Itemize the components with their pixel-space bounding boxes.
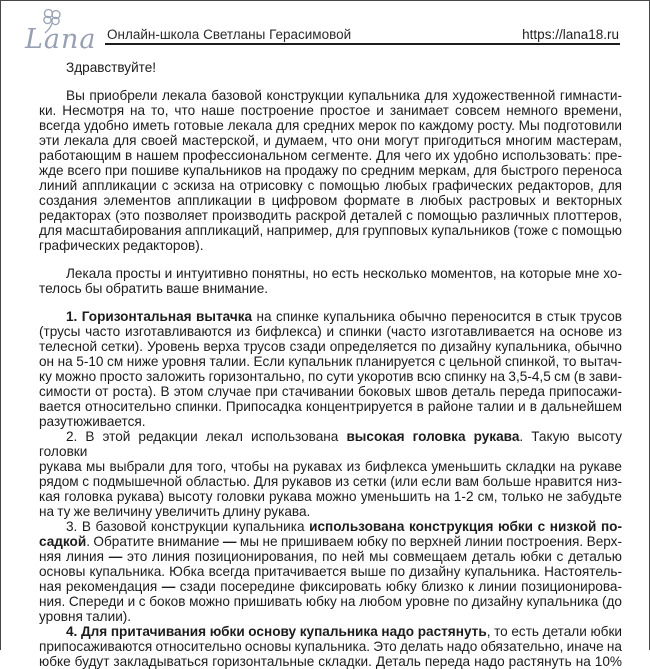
text-line xyxy=(39,281,622,296)
text-run: мы не пришиваем юбку по верхней линии построения. Верх- xyxy=(236,534,622,549)
logo-text: Lana xyxy=(25,24,97,55)
text-run: графических редакторов). xyxy=(39,238,204,253)
text-run: разутюживается. xyxy=(39,414,146,429)
text-run: редакторах (это позволяет производить раскрой деталей с помощью различных плоттеров, xyxy=(39,208,622,223)
text-run: ная рекомендация xyxy=(39,579,162,594)
text-run: жде всего при пошиве купальников на продажу по средним меркам, для быстрого переноса xyxy=(39,163,622,178)
text-line xyxy=(39,238,622,253)
document-body xyxy=(39,60,622,669)
text-run: , то есть детали юбки xyxy=(486,624,622,639)
text-run: рукава мы выбрали для того, чтобы на рукавах из бифлекса уменьшить складки на рукаве xyxy=(39,459,622,474)
text-line xyxy=(39,88,622,103)
text-run: припосаживаются относительно основы купальника. Это делать надо обязательно, иначе на xyxy=(39,639,622,654)
bold-text-run: 4. Для притачивания юбки основу купальника надо растянуть xyxy=(66,624,487,639)
text-run: симости от роста). В этом случае при стачивании боковых швов деталь переда припосажи- xyxy=(39,384,622,399)
text-line xyxy=(39,324,622,339)
text-run: телесной сетки). Уровень верха трусов сзади определяется по дизайну купальника, обычно xyxy=(39,339,622,354)
text-line xyxy=(39,519,622,534)
paragraph xyxy=(39,429,622,519)
header-divider xyxy=(105,43,620,45)
text-run: создания элементов аппликации в цифровом формате в любых растровых и векторных xyxy=(39,193,622,208)
text-line xyxy=(39,429,622,459)
text-line xyxy=(39,223,622,238)
paragraph xyxy=(39,266,622,296)
text-line xyxy=(39,103,622,118)
paragraph xyxy=(39,624,622,669)
text-line xyxy=(39,504,622,519)
text-run: работающим в нашем профессиональном сегменте. Для чего их удобно использовать: пре- xyxy=(39,148,622,163)
text-line xyxy=(39,339,622,354)
text-run: Лекала просты и интуитивно понятны, но есть несколько моментов, на которые мне хо- xyxy=(66,266,622,281)
text-run: основы купальника. Юбка всегда притачивается выше по дизайну купальника. Настоятель- xyxy=(39,564,622,579)
text-line xyxy=(39,474,622,489)
text-line xyxy=(39,193,622,208)
text-run: ку можно просто заложить горизонтально, по сути укоротив всю спинку на 3,5-4,5 см (в зави- xyxy=(39,369,622,384)
text-run: ки. Несмотря на то, что наше построение простое и занимает совсем немного времени, xyxy=(39,103,622,118)
text-run: кая головка рукава) высоту головки рукава можно уменьшить на 1-2 см, только не забудьте xyxy=(39,489,622,504)
text-line xyxy=(39,208,622,223)
text-line xyxy=(39,564,622,579)
text-run: 2. В этой редакции лекал использована xyxy=(66,429,347,444)
text-run: это линия позиционирования, по ней мы совмещаем деталь юбки с деталью xyxy=(122,549,622,564)
bold-text-run: использована конструкция юбки с низкой по- xyxy=(309,519,622,534)
text-line xyxy=(39,579,622,594)
text-run: няя линия xyxy=(39,549,109,564)
text-line xyxy=(39,414,622,429)
text-run: ния. Спереди и с боков можно пришивать юбку на любом уровне по дизайну купальника (до xyxy=(39,594,622,609)
text-run: на спинке купальника обычно переносится в стык трусов xyxy=(252,309,623,324)
text-run: рядом с подмышечной областью. Для рукавов из сетки (или если вам больше нравится низ- xyxy=(39,474,622,489)
text-run: всегда удобно иметь готовые лекала для средних мерок по каждому росту. Мы подготовили xyxy=(39,118,622,133)
text-run: Здравствуйте! xyxy=(66,60,157,75)
text-line xyxy=(39,399,622,414)
text-line xyxy=(39,133,622,148)
bold-text-run: высокая головка рукава xyxy=(346,429,520,444)
text-run: 3. В базовой конструкции купальника xyxy=(66,519,310,534)
text-run: вается относительно спинки. Припосадка концентрируется в районе талии и в дальнейшем xyxy=(39,399,622,414)
text-line xyxy=(39,384,622,399)
text-line xyxy=(39,148,622,163)
text-run: для масштабирования аппликаций, например, для групповых купальников (тоже с помощью xyxy=(39,223,622,238)
text-run: он на 5-10 см ниже уровня талии. Если купальник планируется с цельной спинкой, то вытач- xyxy=(39,354,622,369)
text-run: (трусы часто изготавливаются из бифлекса) и спинки (часто изготавливается на основе из xyxy=(39,324,622,339)
paragraph xyxy=(39,519,622,624)
text-run: на ту же величину увеличить длину рукава. xyxy=(39,504,311,519)
text-line xyxy=(39,369,622,384)
bold-text-run: — xyxy=(222,534,237,549)
paragraph xyxy=(39,88,622,253)
text-line xyxy=(39,178,622,193)
text-run: юбке будут закладываться горизонтальные складки. Деталь переда надо растянуть на 10% xyxy=(39,654,622,669)
text-run: уровня талии). xyxy=(39,609,132,624)
text-line xyxy=(39,609,622,624)
text-line xyxy=(39,654,622,669)
text-line xyxy=(39,309,622,324)
text-line xyxy=(39,354,622,369)
text-run: эти лекала для своей мастерской, и думаем, что они могут пригодиться многим мастерам, xyxy=(39,133,622,148)
text-line xyxy=(39,459,622,474)
paragraph xyxy=(39,60,622,75)
text-run: линий аппликации с эскиза на отрисовку с помощью любых графических редакторов, для xyxy=(39,178,622,193)
text-run: . Такую высоту головки xyxy=(39,429,623,459)
text-line xyxy=(39,624,622,639)
bold-text-run: — xyxy=(108,549,123,564)
text-line xyxy=(39,534,622,549)
text-run: сзади посередине фиксировать юбку близко к линии позиционирова- xyxy=(175,579,622,594)
text-run: Вы приобрели лекала базовой конструкции купальника для художественной гимнасти- xyxy=(66,88,622,103)
text-line xyxy=(39,163,622,178)
school-name: Онлайн-школа Светланы Герасимовой xyxy=(107,27,352,42)
text-line xyxy=(39,549,622,564)
text-line xyxy=(39,639,622,654)
bold-text-run: садкой xyxy=(39,534,87,549)
text-line xyxy=(39,266,622,281)
paragraph xyxy=(39,309,622,429)
bold-text-run: — xyxy=(161,579,176,594)
text-line xyxy=(39,60,622,75)
bold-text-run: 1. Горизонтальная вытачка xyxy=(66,309,253,324)
logo xyxy=(23,5,107,55)
text-line xyxy=(39,118,622,133)
text-line xyxy=(39,489,622,504)
text-run: телось бы обратить ваше внимание. xyxy=(39,281,269,296)
site-url: https://lana18.ru xyxy=(522,27,619,42)
text-run: . Обратите внимание xyxy=(86,534,223,549)
text-line xyxy=(39,594,622,609)
